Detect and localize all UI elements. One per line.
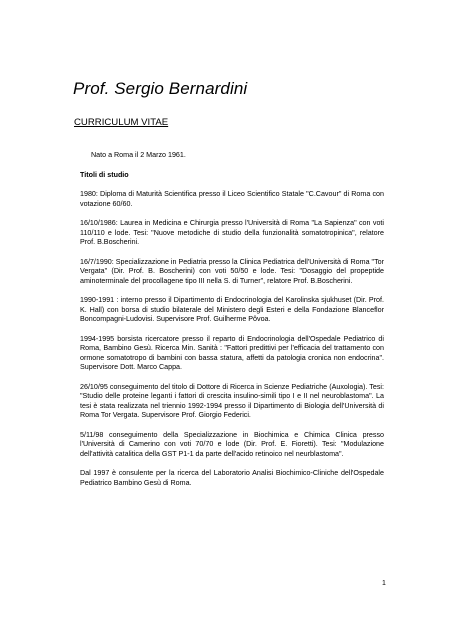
author-name: Prof. Sergio Bernardini xyxy=(73,79,248,98)
education-entry: Dal 1997 è consulente per la ricerca del Laboratorio Analisi Biochimico-Cliniche dell'Ospedale Pediatrico Bambino Gesù di Roma. xyxy=(80,469,384,487)
education-entry: 26/10/95 conseguimento del titolo di Dottore di Ricerca in Scienze Pediatriche (Auxologia). Tesi: "Studio delle proteine leganti i fattori di crescita insulino-simili tipo I e II nel neuroblastoma". La tesi è stata realizzata nel triennio 1992-1994 presso il Dipartimento di Biologia dell'Università di Roma Tor Vergata. Supervisore Prof. Giorgio Federici. xyxy=(80,382,384,419)
section-heading: Titoli di studio xyxy=(80,170,129,179)
education-entry: 1990-1991 : interno presso il Dipartimento di Endocrinologia del Karolinska sjukhuset (Dir. Prof. K. Hall) con borsa di studio bilaterale del Ministero degli Esteri e della Fondazione Blanceflor Boncompagni-Ludovisi. Supervisore Prof. Guilherme Pôvoa. xyxy=(80,296,384,323)
education-entry: 1994-1995 borsista ricercatore presso il reparto di Endocrinologia dell'Ospedale Pediatrico di Roma, Bambino Gesù. Ricerca Min. Sanità : "Fattori predittivi per l'efficacia del trattamento con ormone somatotropo di bambini con bassa statura, affetti da patologia cronica non endocrina". Supervisore Dott. Marco Cappa. xyxy=(80,334,384,371)
birth-info: Nato a Roma il 2 Marzo 1961. xyxy=(91,151,186,159)
education-entry: 1980: Diploma di Maturità Scientifica presso il Liceo Scientifico Statale "C.Cavour" di Roma con votazione 60/60. xyxy=(80,190,384,208)
education-entry: 16/7/1990: Specializzazione in Pediatria presso la Clinica Pediatrica dell'Università di Roma "Tor Vergata" (Dir. Prof. B. Boscherini) con voti 50/50 e lode. Tesi: "Dosaggio del propeptide aminoterminale del procollagene tipo III nella S. di Turner", relatore Prof. B.Boscherini. xyxy=(80,257,384,285)
page-number: 1 xyxy=(382,580,386,587)
document-body xyxy=(80,151,384,498)
education-entry: 16/10/1986: Laurea in Medicina e Chirurgia presso l'Università di Roma "La Sapienza" con voti 110/110 e lode. Tesi: "Nuove metodiche di studio della funzionalità somatotropinica", relatore Prof. B.Boscherini. xyxy=(80,219,384,246)
document-title: CURRICULUM VITAE xyxy=(74,117,169,128)
education-entry: 5/11/98 conseguimento della Specializzazione in Biochimica e Chimica Clinica presso l'Università di Camerino con voti 70/70 e lode (Dir. Prof. E. Fioretti). Tesi: "Modulazione dell'attività catalitica della GST P1-1 da parte dell'acido retinoico nel neurblastoma". xyxy=(80,430,384,458)
